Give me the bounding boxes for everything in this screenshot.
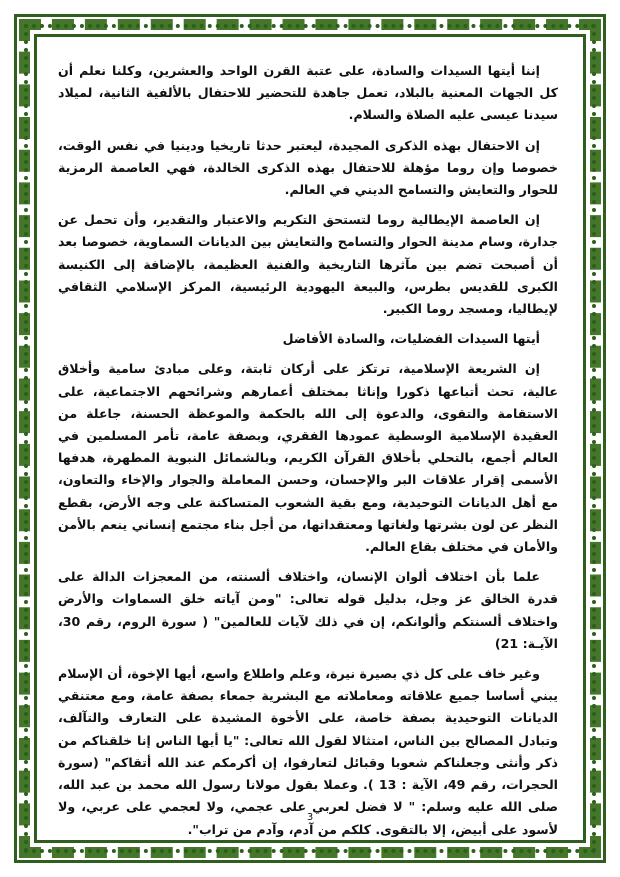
- document-body: [58, 60, 558, 837]
- paragraph-3: إن العاصمة الإيطالية روما لتستحق التكريم والاعتبار والتقدير، وأن تحمل عن جدارة، وسام مدينة الحوار والتسامح والتعايش بين الديانات السماوية، خصوصا بعد أن أصبحت تضم بين مآثرها التاريخية والفنية العظيمة، بالإضافة إلى الكنيسة الكبرى للقديس بطرس، والبيعة اليهودية الرئيسية، المركز الإسلامي الثقافي لإيطاليا، ومسجد روما الكبير.: [58, 212, 558, 317]
- paragraph-5: علما بأن اختلاف ألوان الإنسان، واختلاف ألسنته، من المعجزات الدالة على قدرة الخالق عز وجل، بدليل قوله تعالى: "ومن آياته خلق السماوات والأرض واختلاف ألسنتكم وألوانكم، إن في ذلك لآيات للعالمين" ( سورة الروم، رقم 30، الآيـة: 21): [58, 569, 558, 651]
- section-salutation: أيتها السيدات الفضليات، والسادة الأفاضل: [282, 331, 540, 347]
- paragraph-6: وغير خاف على كل ذي بصيرة نيرة، وعلم واطلاع واسع، أيها الإخوة، أن الإسلام يبني أساسا جميع علاقاته ومعاملاته مع البشرية جمعاء بصفة عامة، ومع معتنقي الديانات التوحيدية بصفة خاصة، على الأخوة المشيدة على التعارف والتآلف، وتبادل المصالح بين الناس، امتثالا لقول الله تعالى: "يا أيها الناس إنا خلقناكم من ذكر وأنثى وجعلناكم شعوبا وقبائل لتعارفوا، إن أكرمكم عند الله أتقاكم" (سورة الحجرات، رقم 49، الآية : 13 ). وعملا بقول مولانا رسول الله محمد بن عبد الله، صلى الله عليه وسلم: " لا فضل لعربي على عجمي، ولا لعجمي على عربي، ولا لأسود على أبيض، إلا بالتقوى. كلكم من آدم، وآدم من تراب".: [58, 666, 558, 837]
- paragraph-1: إننا أيتها السيدات والسادة، على عتبة القرن الواحد والعشرين، وكلنا نعلم أن كل الجهات المعنية بالبلاد، تعمل جاهدة للتحضير للاحتفال بالألفية الثانية، لميلاد سيدنا عيسى عليه الصلاة والسلام.: [58, 63, 558, 123]
- paragraph-2: إن الاحتفال بهذه الذكرى المجيدة، ليعتبر حدثا تاريخيا ودينيا في نفس الوقت، خصوصا وإن روما مؤهلة للاحتفال بهذه الذكرى الخالدة، فهي العاصمة الرمزية للحوار والتعايش والتسامح الديني في العالم.: [58, 137, 558, 198]
- page-number: 3: [306, 812, 314, 823]
- paragraph-4: إن الشريعة الإسلامية، ترتكز على أركان ثابتة، وعلى مبادئ سامية وأخلاق عالية، تحث أتباعها ذكورا وإناثا بمختلف أعمارهم وشرائحهم الاجتماعية، على الاستقامة والتقوى، والدعوة إلى الله بالحكمة والموعظة الحسنة، جاعلة من العقيدة الإسلامية الوسطية عمودها الفقري، وبصفة عامة، تأمر المسلمين في العالم أجمع، بالتحلي بأخلاق القرآن الكريم، وبالشمائل النبوية المطهرة، هدفها الأسمى إقرار علاقات البر والإحسان، وحسن المعاملة والجوار والإخاء والتعاون، مع أهل الديانات التوحيدية، ومع بقية الشعوب المتساكنة على وجه الأرض، بقطع النظر عن لون بشرتها ولغاتها ومعتقداتها، من أجل بناء مجتمع إنساني ينعم بالأمن والأمان في مختلف بقاع العالم.: [58, 361, 558, 555]
